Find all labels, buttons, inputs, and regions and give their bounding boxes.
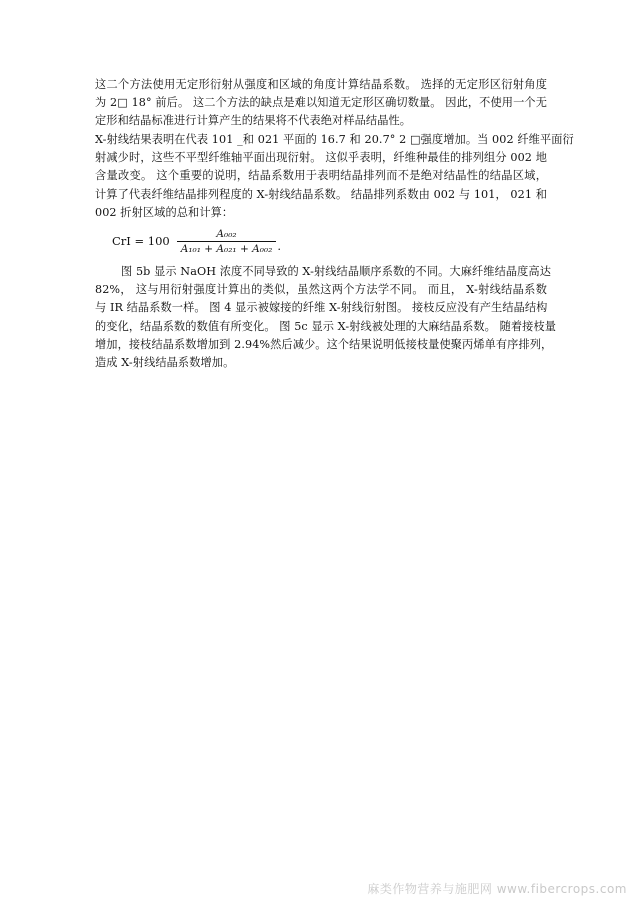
text-line: 射减少时，这些不平型纤维轴平面出现衍射。 这似乎表明，纤维种最佳的排列组分 002 地 bbox=[95, 151, 547, 165]
text-line: 为 2□ 18° 前后。 这二个方法的缺点是难以知道无定形区确切数量。 因此，不使用一个无 bbox=[95, 96, 547, 110]
text-line: 图 5b 显示 NaOH 浓度不同导致的 X-射线结晶顺序系数的不同。大麻纤维结晶度高达 bbox=[121, 265, 552, 278]
text-line: 这二个方法使用无定形衍射从强度和区域的角度计算结晶系数。 选择的无定形区衍射角度 bbox=[95, 78, 547, 91]
text-line: 定形和结晶标准进行计算产生的结果将不代表绝对样品结晶性。 bbox=[95, 114, 412, 128]
formula-lhs: CrI = 100 bbox=[112, 234, 170, 248]
paragraph-1 bbox=[95, 76, 547, 131]
formula-end: . bbox=[277, 239, 281, 253]
paragraph-3 bbox=[95, 263, 557, 372]
text-line: 002 折射区域的总和计算： bbox=[95, 205, 234, 219]
text-line: 与 IR 结晶系数一样。 图 4 显示被嫁接的纤维 X-射线衍射图。 接枝反应没有产生结晶结构 bbox=[95, 301, 548, 315]
text-line: 造成 X-射线结晶系数增加。 bbox=[95, 356, 235, 370]
site-watermark: 麻类作物营养与施肥网 www.fibercrops.com bbox=[367, 882, 627, 896]
paragraph-2 bbox=[95, 131, 574, 222]
crystallinity-formula bbox=[112, 226, 281, 256]
text-line: 82%， 这与用衍射强度计算出的类似，虽然这两个方法学不同。 而且， X-射线结晶系数 bbox=[95, 283, 547, 297]
text-line: 的变化，结晶系数的数值有所变化。 图 5c 显示 X-射线被处理的大麻结晶系数。 随着接枝量 bbox=[95, 319, 557, 333]
formula-numerator: A₀₀₂ bbox=[216, 227, 237, 240]
formula-fraction bbox=[177, 228, 277, 255]
text-line: X-射线结果表明在代表 101 _和 021 平面的 16.7 和 20.7° 2 □强度增加。当 002 纤维平面衍 bbox=[95, 133, 574, 146]
text-line: 增加，接枝结晶系数增加到 2.94%然后减少。这个结果说明低接枝量使聚丙烯单有序排列， bbox=[95, 337, 553, 351]
text-line: 含量改变。 这个重要的说明，结晶系数用于表明结晶排列而不是绝对结晶性的结晶区域， bbox=[95, 169, 547, 183]
text-line: 计算了代表纤维结晶排列程度的 X-射线结晶系数。 结晶排列系数由 002 与 101， 021 和 bbox=[95, 187, 548, 201]
formula-denominator: A₁₀₁ + A₀₂₁ + A₀₀₂ bbox=[177, 241, 277, 255]
